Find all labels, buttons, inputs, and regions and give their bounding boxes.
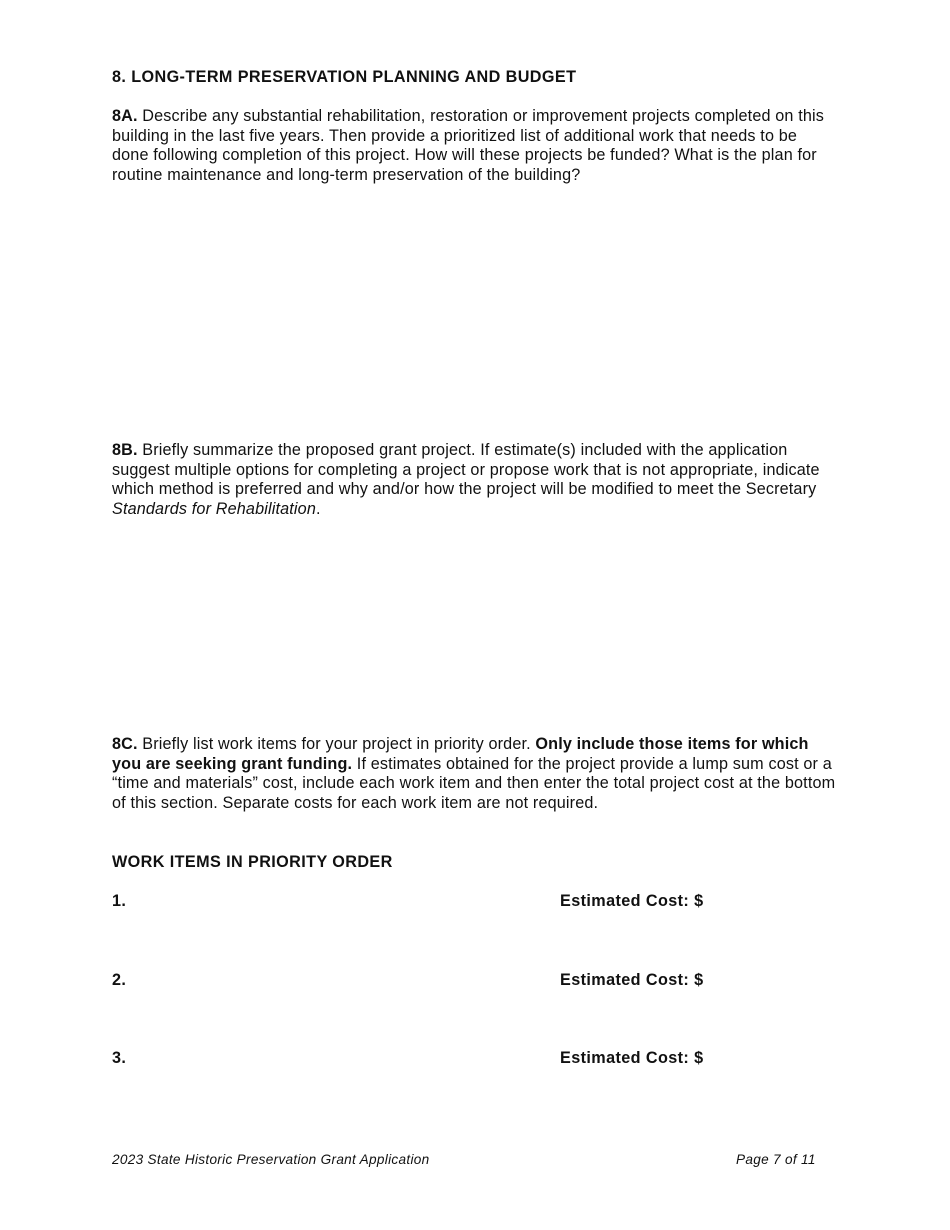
question-8a <box>112 107 837 185</box>
estimated-cost-label: Estimated Cost: $ <box>560 892 704 910</box>
estimated-cost-label: Estimated Cost: $ <box>560 1049 704 1067</box>
estimated-cost-label: Estimated Cost: $ <box>560 971 704 989</box>
answer-8b-field[interactable] <box>112 526 837 726</box>
work-item-description-field[interactable] <box>142 1049 542 1069</box>
work-item-number: 3. <box>112 1049 127 1067</box>
question-8b <box>112 441 837 519</box>
work-item-row <box>112 892 837 914</box>
question-8c-text: Briefly list work items for your project in priority order. <box>142 735 536 753</box>
standards-reference: Standards for Rehabilitation <box>112 499 316 518</box>
question-8c-text-end: If estimates obtained for the project provide a lump sum cost or a “time and materials” cost, include each work item and then enter the total project cost at the bottom of this section. Separate costs for each work item are not required. <box>112 754 836 812</box>
work-items-heading: WORK ITEMS IN PRIORITY ORDER <box>112 853 393 871</box>
section-title: 8. LONG-TERM PRESERVATION PLANNING AND BUDGET <box>112 68 577 86</box>
work-item-description-field[interactable] <box>142 971 542 991</box>
question-8b-text: Briefly summarize the proposed grant project. If estimate(s) included with the application suggest multiple options for completing a project or propose work that is not appropriate, indicate which method is preferred and why and/or how the project will be modified to meet the Secretary <box>112 441 820 499</box>
question-8a-text: Describe any substantial rehabilitation, restoration or improvement projects completed on this building in the last five years. Then provide a prioritized list of additional work that needs to be done following completion of this project. How will these projects be funded? What is the plan for routine maintenance and long-term preservation of the building? <box>112 107 825 184</box>
work-item-number: 1. <box>112 892 127 910</box>
question-8b-label: 8B. <box>112 441 138 459</box>
footer-page-number: Page 7 of 11 <box>736 1152 816 1167</box>
question-8c <box>112 735 837 813</box>
work-item-row <box>112 1049 837 1071</box>
answer-8a-field[interactable] <box>112 212 837 432</box>
work-item-description-field[interactable] <box>142 892 542 912</box>
work-item-number: 2. <box>112 971 127 989</box>
question-8c-label: 8C. <box>112 735 138 753</box>
question-8b-text-end: . <box>315 499 321 518</box>
work-item-row <box>112 971 837 993</box>
footer-document-title: 2023 State Historic Preservation Grant Application <box>112 1152 430 1167</box>
question-8a-label: 8A. <box>112 107 138 125</box>
question-8c-emphasis: Only include those items for which you are seeking grant funding. <box>112 735 809 773</box>
